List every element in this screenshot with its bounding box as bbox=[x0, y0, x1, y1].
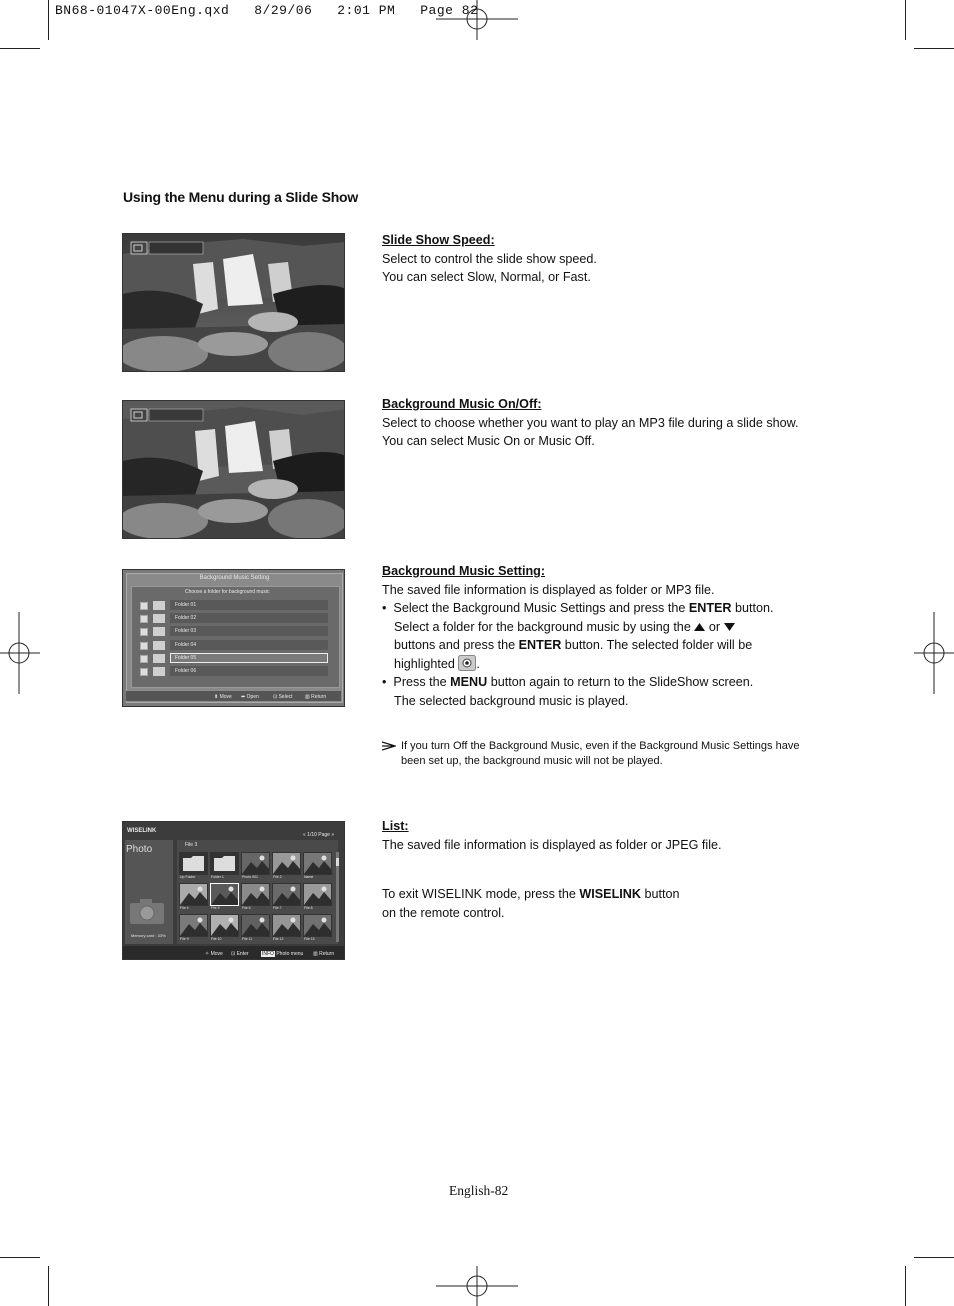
up-triangle-icon bbox=[694, 623, 705, 631]
osd-hint-return: ▥ Return bbox=[313, 951, 335, 957]
folder-name: Folder 04 bbox=[175, 641, 197, 648]
section-background-music-setting bbox=[382, 562, 822, 710]
photo-thumbnail[interactable] bbox=[210, 883, 239, 912]
osd-hint-photo-menu: INFO Photo menu bbox=[262, 951, 304, 957]
bullet-item: • Select the Background Music Settings and press the ENTER button. bbox=[382, 601, 774, 615]
folder-name: Folder 02 bbox=[175, 615, 197, 622]
screenshot-background-music-onoff bbox=[122, 400, 345, 539]
folder-row[interactable] bbox=[138, 626, 328, 637]
folder-name: Folder 05 bbox=[175, 654, 197, 661]
checkbox-icon bbox=[140, 602, 148, 610]
photo-thumbnail[interactable] bbox=[241, 883, 270, 912]
screenshot-wiselink-list bbox=[122, 821, 345, 960]
photo-image bbox=[211, 884, 238, 905]
section-list bbox=[382, 817, 822, 922]
photo-thumbnail[interactable] bbox=[179, 914, 208, 943]
crop-mark bbox=[0, 48, 40, 49]
registration-mark-left bbox=[0, 612, 40, 694]
photo-image bbox=[242, 915, 269, 936]
section-intro: The saved file information is displayed as folder or MP3 file. bbox=[382, 582, 715, 597]
folder-icon bbox=[182, 854, 205, 872]
photo-thumbnail[interactable] bbox=[241, 914, 270, 943]
thumbnail-label: File 8 bbox=[304, 906, 313, 910]
thumbnail-label: File 12 bbox=[273, 937, 284, 941]
registration-mark-bottom bbox=[436, 1266, 518, 1306]
section-line: You can select Music On or Music Off. bbox=[382, 434, 595, 448]
thumbnail-label: Photo 001 bbox=[242, 875, 258, 879]
section-line: Select to control the slide show speed. bbox=[382, 251, 597, 266]
photo-thumbnail[interactable] bbox=[210, 914, 239, 943]
crop-mark bbox=[914, 48, 954, 49]
photo-image bbox=[304, 853, 331, 874]
folder-icon bbox=[153, 614, 165, 623]
photo-image bbox=[273, 884, 300, 905]
folder-row[interactable] bbox=[138, 600, 328, 611]
crop-mark bbox=[905, 0, 906, 40]
thumbnail-label: Folder 1 bbox=[211, 875, 224, 879]
osd-hint-open: ⬌ Open bbox=[241, 694, 259, 700]
thumbnail-label: File 9 bbox=[180, 937, 189, 941]
crop-mark bbox=[905, 1266, 906, 1306]
folder-row[interactable] bbox=[138, 640, 328, 651]
wiselink-logo: WISELINK bbox=[127, 828, 157, 834]
checkbox-icon bbox=[140, 615, 148, 623]
page-footer: English-82 bbox=[449, 1183, 509, 1198]
folder-row[interactable] bbox=[138, 653, 328, 664]
page-heading: Using the Menu during a Slide Show bbox=[123, 189, 359, 205]
wiselink-mode: Photo bbox=[126, 844, 153, 855]
folder-icon bbox=[153, 667, 165, 676]
osd-hint-select: ⊡ Select bbox=[273, 694, 293, 700]
photo-thumbnail[interactable] bbox=[303, 883, 332, 912]
thumbnail-label: Up Folder bbox=[180, 875, 196, 879]
thumbnail-label: Name bbox=[304, 875, 314, 879]
crop-mark bbox=[48, 0, 49, 40]
folder-row[interactable] bbox=[138, 613, 328, 624]
screenshot-background-music-setting bbox=[122, 569, 345, 707]
file-slug: BN68-01047X-00Eng.qxd 8/29/06 2:01 PM Page 82 bbox=[55, 3, 479, 18]
photo-thumbnail[interactable] bbox=[272, 914, 301, 943]
section-title: List: bbox=[382, 819, 409, 833]
osd-menu-subtitle: Choose a folder for background music bbox=[185, 589, 270, 595]
folder-icon bbox=[153, 601, 165, 610]
osd-hint-return: ▥ Return bbox=[305, 694, 327, 700]
thumbnail-label: File 5 bbox=[211, 906, 220, 910]
osd-hint-move: ⬍ Move bbox=[214, 694, 232, 700]
folder-icon bbox=[153, 641, 165, 650]
osd-menu-title: Background Music Setting bbox=[199, 575, 270, 581]
photo-image bbox=[304, 915, 331, 936]
wiselink-usage: Memory card : 33% bbox=[131, 933, 166, 938]
osd-hint-move: ✧ Move bbox=[205, 951, 223, 957]
folder-name: Folder 03 bbox=[175, 628, 197, 635]
folder-icon bbox=[213, 854, 236, 872]
photo-image bbox=[180, 915, 207, 936]
note-text: If you turn Off the Background Music, even if the Background Music Settings have been set up, the background music will not be played. bbox=[401, 740, 800, 767]
folder-name: Folder 01 bbox=[175, 602, 197, 608]
photo-image bbox=[304, 884, 331, 905]
bullet-item: • Press the MENU button again to return to the SlideShow screen. bbox=[382, 675, 754, 689]
camera-icon bbox=[129, 897, 165, 925]
note-arrow-icon bbox=[382, 741, 396, 751]
thumbnail-label: File 13 bbox=[304, 937, 315, 941]
photo-thumbnail[interactable] bbox=[303, 914, 332, 943]
note bbox=[382, 739, 822, 769]
osd-hint-enter: ⊡ Enter bbox=[231, 951, 249, 957]
photo-thumbnail[interactable] bbox=[272, 852, 301, 881]
photo-image bbox=[273, 915, 300, 936]
crop-mark bbox=[914, 1257, 954, 1258]
section-line: Select to choose whether you want to play an MP3 file during a slide show. bbox=[382, 415, 799, 430]
section-title: Background Music Setting: bbox=[382, 564, 546, 578]
bullet-continuation: The selected background music is played. bbox=[394, 693, 629, 708]
section-title: Background Music On/Off: bbox=[382, 397, 542, 411]
wiselink-page: « 1/10 Page » bbox=[303, 832, 335, 838]
highlight-indicator-icon bbox=[458, 655, 476, 671]
section-slide-show-speed bbox=[382, 231, 822, 287]
bullet-continuation: buttons and press the ENTER button. The selected folder will be bbox=[394, 638, 753, 652]
screenshot-slideshow-speed bbox=[122, 233, 345, 372]
section-line: The saved file information is displayed as folder or JPEG file. bbox=[382, 837, 722, 852]
bullet-continuation: highlighted . bbox=[394, 656, 480, 671]
section-line: You can select Slow, Normal, or Fast. bbox=[382, 270, 591, 284]
photo-image bbox=[273, 853, 300, 874]
photo-image bbox=[242, 884, 269, 905]
crop-mark bbox=[0, 1257, 40, 1258]
exit-instruction: To exit WISELINK mode, press the WISELINK button bbox=[382, 887, 680, 901]
checkbox-icon bbox=[140, 668, 148, 676]
photo-thumbnail[interactable] bbox=[272, 883, 301, 912]
section-title: Slide Show Speed: bbox=[382, 233, 495, 247]
thumbnail-label: File 7 bbox=[273, 906, 282, 910]
photo-image bbox=[242, 853, 269, 874]
folder-icon bbox=[153, 654, 165, 663]
photo-image bbox=[211, 915, 238, 936]
down-triangle-icon bbox=[724, 623, 735, 631]
thumbnail-label: File 4 bbox=[180, 906, 189, 910]
bullet-continuation: Select a folder for the background music by using the or bbox=[382, 618, 822, 637]
folder-name: Folder 06 bbox=[175, 668, 197, 674]
folder-thumbnail[interactable] bbox=[210, 852, 239, 881]
thumbnail-label: File 10 bbox=[211, 937, 222, 941]
checkbox-icon bbox=[140, 642, 148, 650]
exit-instruction-line2: on the remote control. bbox=[382, 905, 505, 920]
photo-thumbnail[interactable] bbox=[303, 852, 332, 881]
photo-thumbnail[interactable] bbox=[241, 852, 270, 881]
folder-row[interactable] bbox=[138, 666, 328, 677]
thumbnail-label: File 11 bbox=[242, 937, 253, 941]
thumbnail-label: File 6 bbox=[242, 906, 251, 910]
registration-mark-right bbox=[914, 612, 954, 694]
folder-thumbnail[interactable] bbox=[179, 852, 208, 881]
thumbnail-label: File 2 bbox=[273, 875, 282, 879]
wiselink-path: File 3 bbox=[185, 842, 198, 848]
photo-thumbnail[interactable] bbox=[179, 883, 208, 912]
checkbox-icon bbox=[140, 628, 148, 636]
checkbox-icon bbox=[140, 655, 148, 663]
crop-mark bbox=[48, 1266, 49, 1306]
folder-icon bbox=[153, 627, 165, 636]
photo-image bbox=[180, 884, 207, 905]
section-background-music-onoff bbox=[382, 395, 822, 451]
